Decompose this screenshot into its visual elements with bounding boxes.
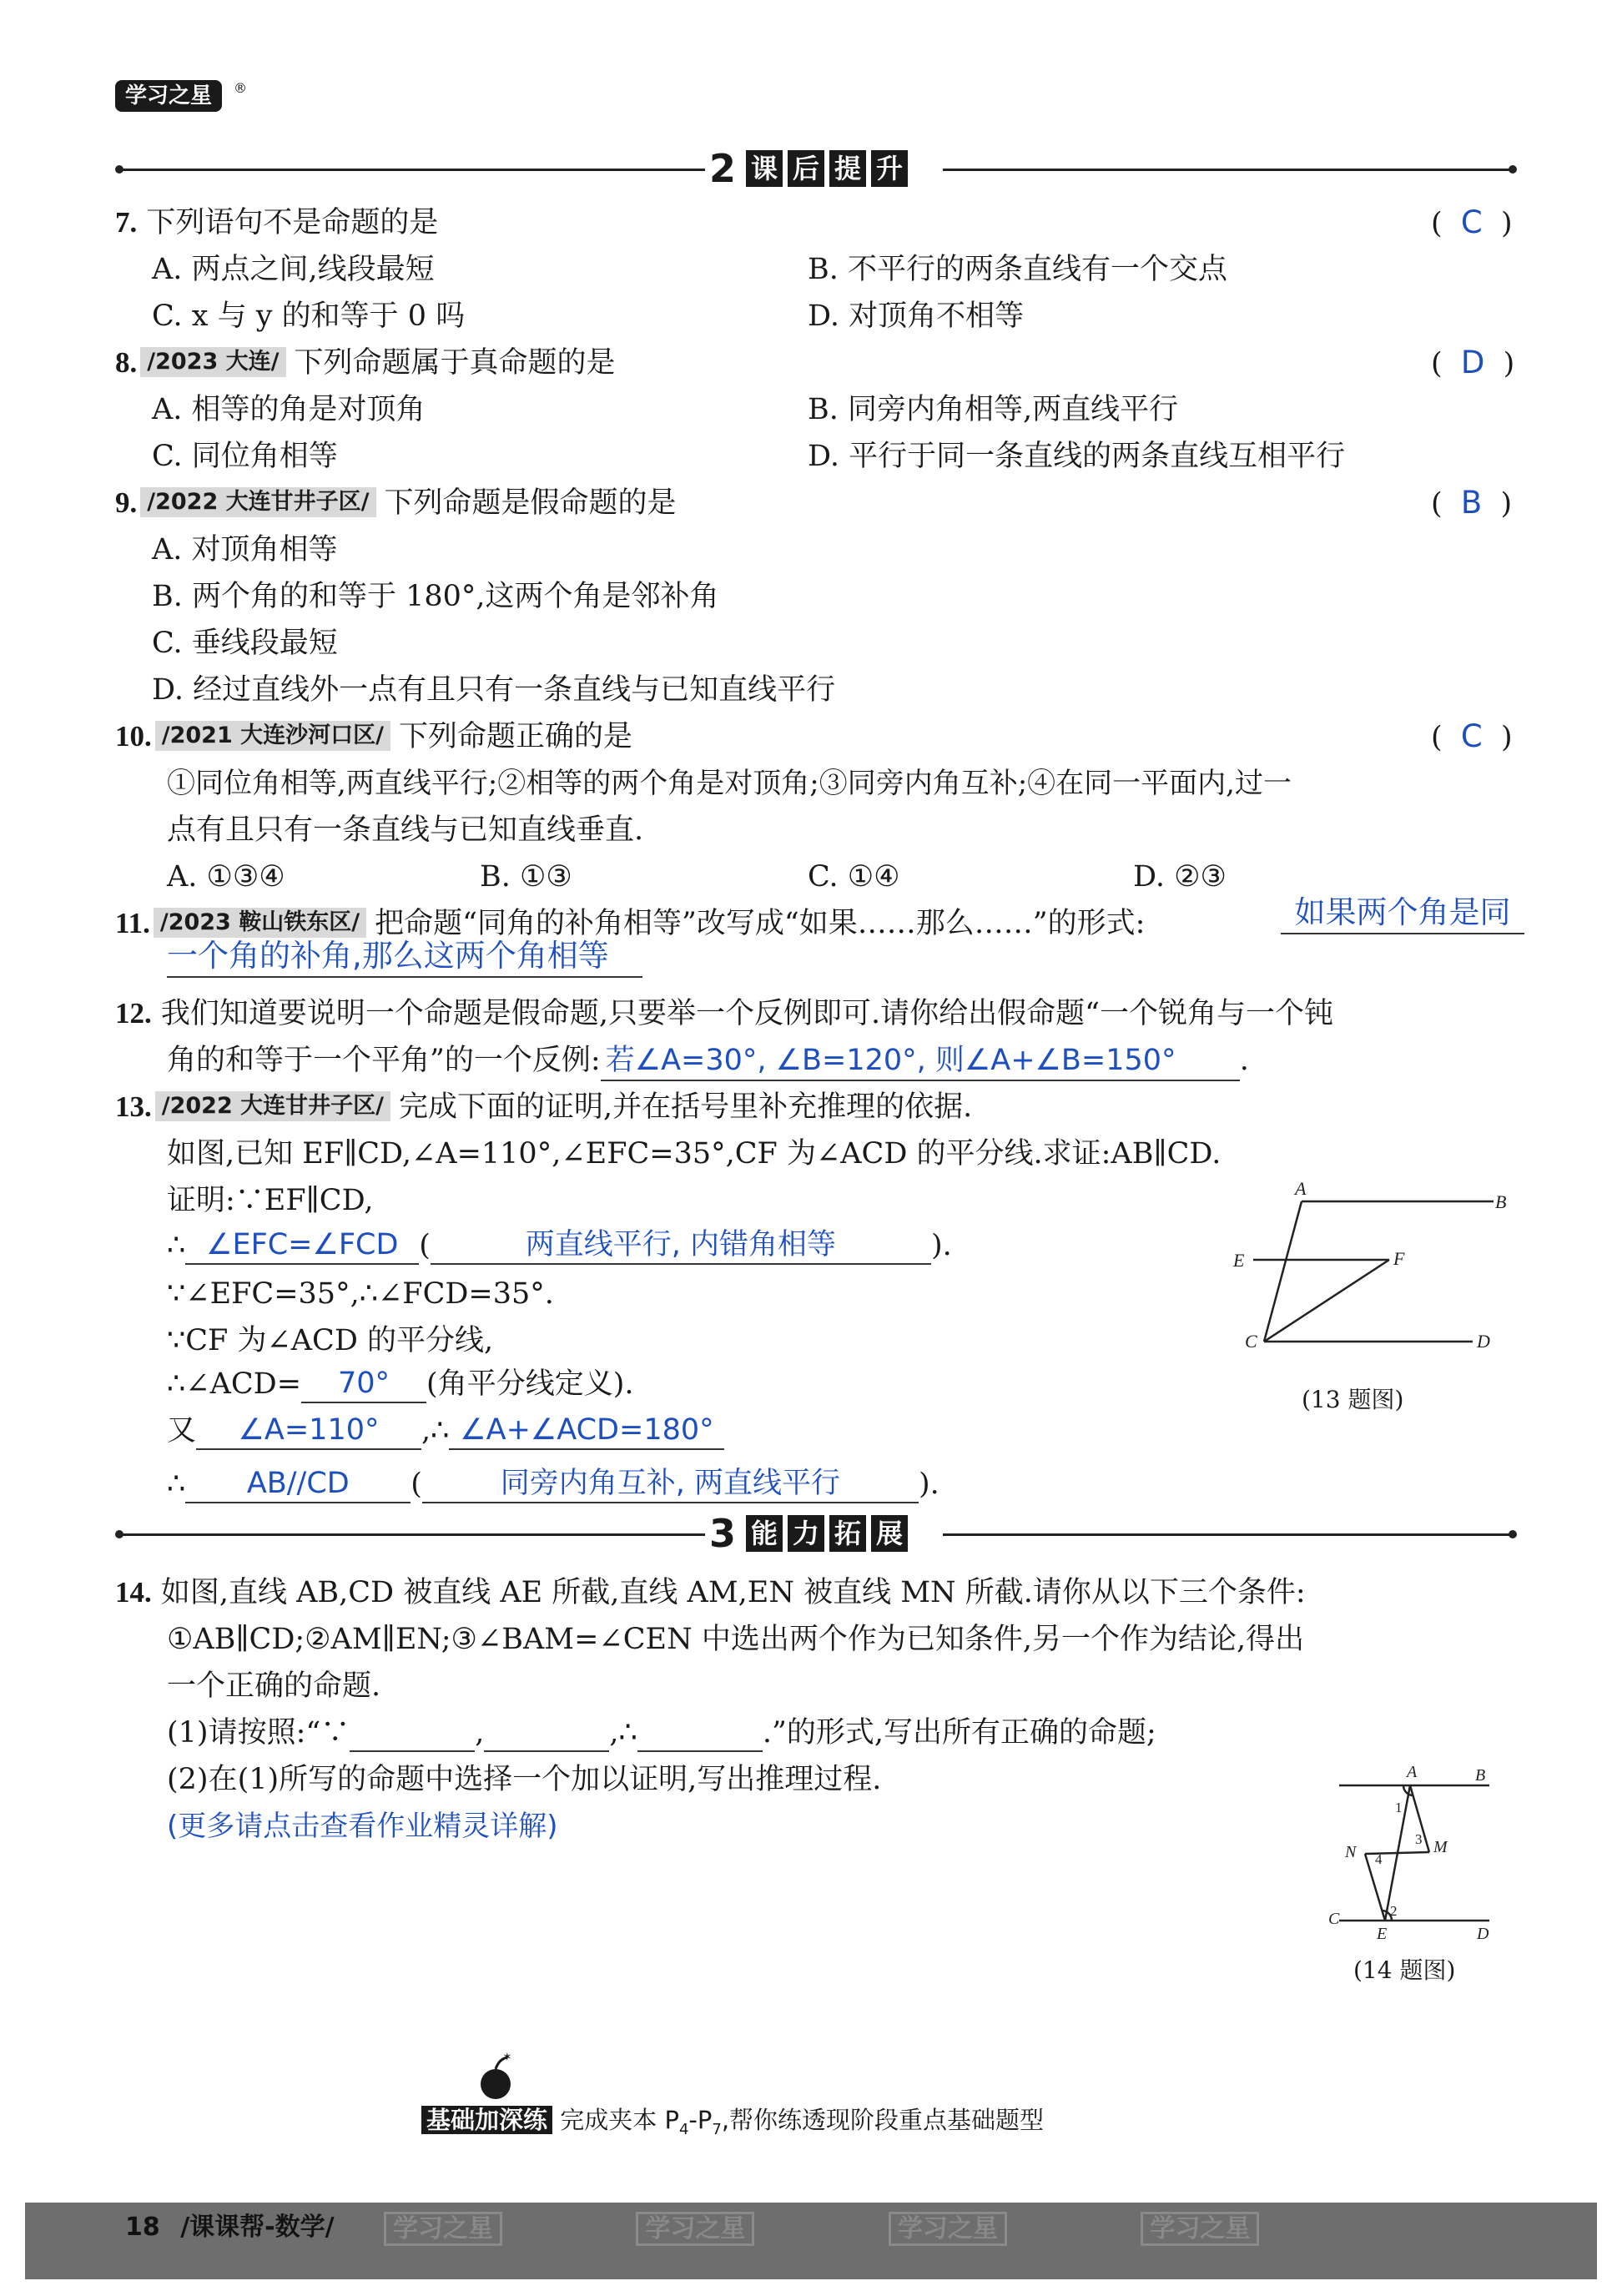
section-right-dot <box>1509 1530 1517 1538</box>
option-c: C. 垂线段最短 <box>152 627 338 660</box>
label-b: B <box>1475 1766 1486 1785</box>
section-number: 2 <box>709 146 737 191</box>
option-d: D. 经过直线外一点有且只有一条直线与已知直线平行 <box>152 673 836 707</box>
answer-bracket: ( B ) <box>1431 485 1513 521</box>
question-10-stem: 10. /2021 大连沙河口区/ 下列命题正确的是 <box>115 720 633 753</box>
book-title: /课课帮-数学/ <box>180 2213 335 2242</box>
question-10-answer: C <box>1460 718 1483 754</box>
label-e: E <box>1377 1925 1388 1943</box>
label-f: F <box>1393 1248 1405 1269</box>
label-a: A <box>1407 1763 1418 1781</box>
section-divider-right <box>943 169 1510 171</box>
section-char: 课 <box>746 150 783 187</box>
watermark: 学习之星 <box>384 2212 502 2246</box>
angle-label-3: 3 <box>1415 1831 1423 1847</box>
proof-answer-1: ∠EFC=∠FCD <box>185 1228 419 1265</box>
source-tag: /2022 大连甘井子区/ <box>140 487 375 517</box>
proof-line-7: ∴ AB//CD ( 同旁内角互补, 两直线平行 ). <box>167 1465 939 1503</box>
proof-line-6: 又 ∠A=110° ,∴ ∠A+∠ACD=180° <box>167 1412 724 1450</box>
question-10-line2: 点有且只有一条直线与已知直线垂直. <box>167 813 644 847</box>
question-9-answer: B <box>1460 485 1483 521</box>
question-8-answer: D <box>1460 345 1485 380</box>
question-14-line2: ①AB∥CD;②AM∥EN;③∠BAM=∠CEN 中选出两个作为已知条件,另一个作为结论,得出 <box>167 1623 1305 1656</box>
question-11-answer-part1: 如果两个角是同 <box>1281 893 1524 934</box>
question-7-answer: C <box>1460 204 1483 240</box>
source-tag: /2023 大连/ <box>140 347 285 377</box>
label-m: M <box>1433 1838 1448 1856</box>
answer-bracket: ( C ) <box>1431 204 1513 240</box>
proof-answer-4: ∠A+∠ACD=180° <box>449 1413 724 1450</box>
logo-text: 学习之星 <box>125 83 213 108</box>
footer-watermarks <box>384 2213 1585 2246</box>
option-c: C. 同位角相等 <box>152 440 338 473</box>
question-9-stem: 9. /2022 大连甘井子区/ 下列命题是假命题的是 <box>115 486 677 520</box>
question-7-stem: 7. 下列语句不是命题的是 <box>115 206 439 239</box>
section-right-dot <box>1509 165 1517 174</box>
question-14-line3: 一个正确的命题. <box>167 1669 381 1703</box>
label-n: N <box>1345 1843 1357 1861</box>
option-b: B. ①③ <box>480 860 572 894</box>
section-divider-right <box>943 1533 1510 1536</box>
page-number: 18 <box>125 2213 160 2242</box>
section-char: 力 <box>788 1515 824 1552</box>
angle-label-2: 2 <box>1390 1903 1398 1919</box>
proof-line-4: ∵CF 为∠ACD 的平分线, <box>167 1324 494 1357</box>
question-11-stem: 11. /2023 鞍山铁东区/ 把命题“同角的补角相等”改写成“如果……那么……”的形式: <box>115 907 1146 940</box>
proof-line-2: ∴ ∠EFC=∠FCD ( 两直线平行, 内错角相等 ). <box>167 1226 952 1265</box>
fill-blank[interactable] <box>350 1722 475 1752</box>
section-char: 后 <box>788 150 824 187</box>
bottom-practice-banner: 基础加深练 完成夹本 $P_4-P_7$,帮你练透现阶段重点基础题型 <box>421 2104 1044 2146</box>
option-b: B. 两个角的和等于 180°,这两个角是邻补角 <box>152 580 719 613</box>
publisher-logo <box>115 80 222 112</box>
more-details-link[interactable]: (更多请点击查看作业精灵详解) <box>167 1810 558 1843</box>
label-d: D <box>1477 1331 1490 1352</box>
question-8-stem: 8. /2023 大连/ 下列命题属于真命题的是 <box>115 346 616 380</box>
option-d: D. 平行于同一条直线的两条直线互相平行 <box>808 440 1346 473</box>
proof-answer-5: AB//CD <box>185 1467 411 1503</box>
proof-reason-1: 两直线平行, 内错角相等 <box>431 1228 931 1265</box>
option-a: A. 对顶角相等 <box>152 533 338 566</box>
question-14-line1: 14. 如图,直线 AB,CD 被直线 AE 所截,直线 AM,EN 被直线 MN 所截.请你从以下三个条件: <box>115 1576 1306 1609</box>
question-11-answer-part2: 一个角的补角,那么这两个角相等 <box>167 936 642 978</box>
answer-bracket: ( C ) <box>1431 718 1513 754</box>
option-d: D. 对顶角不相等 <box>808 300 1025 333</box>
answer-bracket: ( D ) <box>1431 345 1515 380</box>
label-d: D <box>1477 1925 1489 1943</box>
figure-14-caption: (14 题图) <box>1353 1956 1456 1984</box>
label-a: A <box>1295 1178 1307 1199</box>
bomb-icon <box>476 2052 517 2102</box>
source-tag: /2023 鞍山铁东区/ <box>154 908 366 938</box>
fill-blank[interactable] <box>484 1722 609 1752</box>
section-char: 拓 <box>829 1515 866 1552</box>
question-13-stem: 13. /2022 大连甘井子区/ 完成下面的证明,并在括号里补充推理的依据. <box>115 1090 973 1124</box>
section-char: 展 <box>871 1515 908 1552</box>
section-heading-3 <box>709 1511 908 1556</box>
proof-line-1: 证明:∵EF∥CD, <box>167 1184 374 1217</box>
proof-answer-3: ∠A=110° <box>196 1413 421 1450</box>
watermark: 学习之星 <box>1141 2212 1259 2246</box>
option-d: D. ②③ <box>1133 860 1227 894</box>
question-14-sub2: (2)在(1)所写的命题中选择一个加以证明,写出推理过程. <box>167 1763 882 1796</box>
label-b: B <box>1495 1191 1507 1212</box>
section-number: 3 <box>709 1511 737 1556</box>
option-a: A. 两点之间,线段最短 <box>152 253 435 286</box>
option-b: B. 不平行的两条直线有一个交点 <box>808 253 1227 286</box>
label-c: C <box>1328 1910 1340 1928</box>
option-b: B. 同旁内角相等,两直线平行 <box>808 393 1179 426</box>
source-tag: /2022 大连甘井子区/ <box>155 1091 390 1121</box>
figure-13-caption: (13 题图) <box>1302 1386 1404 1413</box>
angle-label-4: 4 <box>1375 1851 1383 1867</box>
question-12-answer: 若∠A=30°, ∠B=120°, 则∠A+∠B=150° <box>601 1041 1240 1081</box>
question-12-line1: 12. 我们知道要说明一个命题是假命题,只要举一个反例即可.请你给出假命题“一个锐角与一个钝 <box>115 997 1334 1030</box>
figure-14 <box>1327 1760 1519 1969</box>
proof-answer-2: 70° <box>301 1367 426 1403</box>
practice-badge: 基础加深练 <box>421 2106 552 2134</box>
registered-mark: ® <box>234 80 247 96</box>
question-10-line1: ①同位角相等,两直线平行;②相等的两个角是对顶角;③同旁内角互补;④在同一平面内,过一 <box>167 767 1292 800</box>
proof-line-5: ∴∠ACD= 70° (角平分线定义). <box>167 1365 633 1403</box>
option-a: A. ①③④ <box>167 860 285 894</box>
label-e: E <box>1233 1250 1245 1271</box>
label-c: C <box>1245 1331 1257 1352</box>
footer-info <box>125 2209 335 2246</box>
option-c: C. ①④ <box>808 860 900 894</box>
proof-reason-2: 同旁内角互补, 两直线平行 <box>422 1467 919 1503</box>
watermark: 学习之星 <box>889 2212 1007 2246</box>
section-divider-left <box>121 1533 705 1536</box>
fill-blank[interactable] <box>637 1722 763 1752</box>
question-13-given: 如图,已知 EF∥CD,∠A=110°,∠EFC=35°,CF 为∠ACD 的平分线.求证:AB∥CD. <box>167 1137 1222 1171</box>
section-heading-2 <box>709 146 908 191</box>
question-12-line2: 角的和等于一个平角”的一个反例: 若∠A=30°, ∠B=120°, 则∠A+∠B=150° . <box>167 1041 1249 1081</box>
watermark: 学习之星 <box>636 2212 754 2246</box>
question-14-sub1: (1)请按照:“∵ , ,∴ .”的形式,写出所有正确的命题; <box>167 1714 1156 1752</box>
section-char: 升 <box>871 150 908 187</box>
section-char: 能 <box>746 1515 783 1552</box>
proof-line-3: ∵∠EFC=35°,∴∠FCD=35°. <box>167 1277 554 1311</box>
section-char: 提 <box>829 150 866 187</box>
angle-label-1: 1 <box>1395 1800 1403 1815</box>
figure-13 <box>1218 1176 1519 1368</box>
source-tag: /2021 大连沙河口区/ <box>155 721 390 751</box>
section-divider-left <box>121 169 705 171</box>
svg-text:✶: ✶ <box>502 2052 512 2064</box>
option-a: A. 相等的角是对顶角 <box>152 393 426 426</box>
option-c: C. x 与 y 的和等于 0 吗 <box>152 300 466 333</box>
